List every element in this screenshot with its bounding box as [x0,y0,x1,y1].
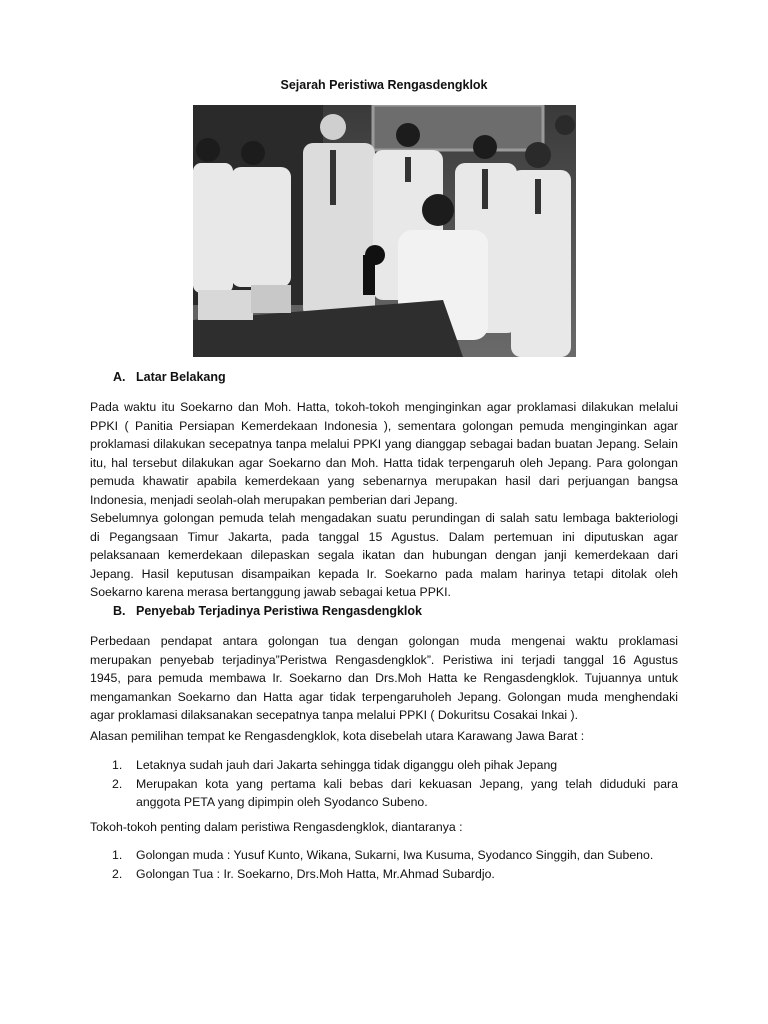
text-line: itu, hal tersebut dilakukan agar Soekarno dan Moh. Hatta tidak terpengaruh oleh Jepang. Para golongan [90,455,678,470]
section-a-heading [113,370,613,388]
list-item [90,756,678,775]
list-number: 2. [112,776,123,791]
section-b-paragraph-3 [90,818,678,837]
section-a-title: Latar Belakang [136,370,226,384]
text-line: Alasan pemilihan tempat ke Rengasdengklok, kota disebelah utara Karawang Jawa Barat : [90,729,585,743]
list-number: 1. [112,848,123,862]
text-line: merupakan penyebab terjadinya”Peristwa Rengasdengklok”. Peristiwa ini terjadi tanggal 16 Agustus [90,652,678,667]
text-line: 1945, para pemuda membawa Ir. Soekarno dan Drs.Moh Hatta ke Rengasdengklok. Tujuannya untuk [90,671,678,685]
text-line: Tokoh-tokoh penting dalam peristiwa Rengasdengklok, diantaranya : [90,820,463,834]
figures-list [90,846,678,883]
text-line: Sebelumnya golongan pemuda telah mengadakan suatu perundingan di salah satu lembaga bakteriologi [90,511,678,525]
section-b-paragraph-1 [90,632,678,725]
section-a-paragraph-1 [90,398,678,509]
list-number: 1. [112,758,123,772]
text-line: pemuda khawatir apabila kemerdekaan yang sebenarnya merupakan hasil dari perjuangan bangsa [90,474,678,488]
text-line: PPKI ( Panitia Persiapan Kemerdekaan Indonesia ), sementara golongan pemuda menginginkan agar [90,418,678,433]
section-a-letter: A. [113,370,126,384]
list-item-text: Merupakan kota yang pertama kali bebas dari kekuasan Jepang, yang telah diduduki para [136,776,678,791]
section-a-paragraph-2 [90,509,678,602]
list-item-text: anggota PETA yang dipimpin oleh Syodanco Subeno. [136,795,428,809]
list-item-text: Golongan muda : Yusuf Kunto, Wikana, Sukarni, Iwa Kusuma, Syodanco Singgih, dan Subeno. [136,848,654,862]
text-line: di Pegangsaan Timur Jakarta, pada tanggal 15 Agustus. Dalam pertemuan ini diputuskan agar [90,529,678,544]
text-line: Pada waktu itu Soekarno dan Moh. Hatta, tokoh-tokoh menginginkan agar proklamasi dilakukan melalui [90,400,678,414]
text-line: Jepang. Hasil keputusan disampaikan kepada Ir. Soekarno pada malam harinya tetapi ditolak oleh [90,566,678,581]
list-item [90,846,678,865]
text-line: Soekarno karena merasa bertanggung jawab sebagai ketua PPKI. [90,585,451,599]
list-item [90,865,678,884]
text-line: mengamankan Soekarno dan Hatta agar tidak terpengaruholeh Jepang. Golongan muda menghendaki [90,689,678,704]
reasons-list [90,756,678,812]
list-item-text: Golongan Tua : Ir. Soekarno, Drs.Moh Hatta, Mr.Ahmad Subardjo. [136,866,495,881]
list-number: 2. [112,866,123,881]
text-line: Perbedaan pendapat antara golongan tua dengan golongan muda mengenai waktu proklamasi [90,634,678,648]
document-title: Sejarah Peristiwa Rengasdengklok [280,78,488,92]
text-line: agar proklamasi dilaksanakan secepatnya tanpa melalui PPKI ( Dokuritsu Cosakai Inkai ). [90,708,579,722]
historical-photo-icon [193,105,576,357]
text-line: pelaksanaan kemerdekaan dilepaskan segala ikatan dan hubungan dengan janji kemerdekaan dari [90,548,678,562]
section-b-heading [113,604,613,622]
historical-photo [193,105,576,357]
section-b-letter: B. [113,604,126,618]
text-line: proklamasi dilakukan secepatnya tanpa melalui PPKI yang dianggap sebagai badan buatan Jepang. Selain [90,437,678,451]
list-item [90,775,678,812]
text-line: Indonesia, menjadi seolah-olah merupakan pemberian dari Jepang. [90,492,458,507]
list-item-text: Letaknya sudah jauh dari Jakarta sehingga tidak diganggu oleh pihak Jepang [136,758,558,772]
section-b-title: Penyebab Terjadinya Peristiwa Rengasdengklok [136,604,422,618]
section-b-paragraph-2 [90,727,678,746]
